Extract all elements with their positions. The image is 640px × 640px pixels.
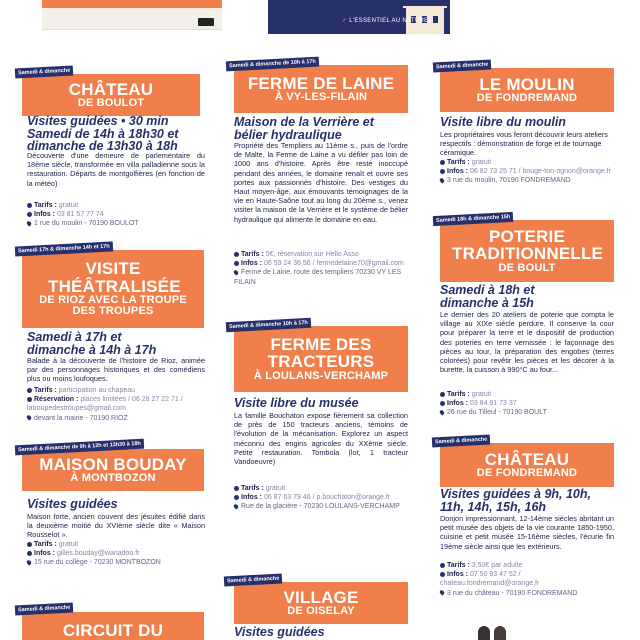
- card-title-box: [440, 443, 614, 487]
- card-title-sub: À VY-LES-FILAIN: [274, 91, 368, 104]
- card-subtitle: Visites guidées à 9h, 10h, 11h, 14h, 15h, 16h: [440, 487, 591, 514]
- card-title-box: [234, 582, 408, 624]
- pin-icon: [26, 415, 32, 421]
- card-description: Balade à la découverte de l'histoire de Rioz, animée par des personnages historiques et des comédiens plus ou moins loufoques.: [27, 356, 205, 384]
- card-description: La famille Bouchaton expose fièrement sa collection de près de 150 tracteurs anciens, témoins de l'évolution de la mécanisation. Explorez un aspect méconnu des engins agricoles du XXème siècle. Petite restauration. Tombola (lot, 1 tracteur Vandoeuvre): [234, 411, 408, 467]
- card-subtitle: Visite libre du musée: [234, 396, 359, 410]
- pin-icon: [26, 559, 32, 565]
- card-badge: Samedi & dimanche: [224, 573, 283, 586]
- card-description: Maison forte, ancien couvent des jésuites édifié dans la deuxième moitié du XVIème siècle dite « Maison Rousselot ».: [27, 512, 205, 540]
- banner-stripe: [42, 0, 222, 8]
- card-subtitle: Visites guidées • 30 min Samedi de 14h à 18h30 et dimanche de 13h30 à 18h: [27, 114, 179, 153]
- card-title: MAISON BOUDAY: [39, 454, 187, 474]
- card-title-box: [234, 326, 408, 392]
- card-title-box: [22, 74, 200, 116]
- card-title: FERME DE LAINE: [247, 73, 395, 93]
- photo-people-fragment: [470, 624, 530, 640]
- card-title: VILLAGE: [283, 587, 359, 607]
- card-title-sub: DE FONDREMAND: [476, 467, 578, 480]
- card-subtitle: Samedi à 17h et dimanche à 14h à 17h: [27, 330, 157, 357]
- banner-tagline: ✔ L'ESSENTIEL AU NATUREL: [342, 18, 433, 24]
- card-info: Tarifs : gratuit Infos : 06 82 73 25 71 / bouge-ton-ognon@orange.fr 3 rue du moulin, 70190 FONDREMAND: [440, 158, 616, 186]
- card-badge: Samedi & dimanche de 9h à 12h et 13h30 à 18h: [15, 439, 144, 456]
- pin-icon: [26, 220, 32, 226]
- pin-icon: [439, 590, 445, 596]
- card-title: CIRCUIT DU: [62, 621, 164, 640]
- card-subtitle: Samedi à 18h et dimanche à 15h: [440, 283, 535, 310]
- pin-icon: [439, 409, 445, 415]
- card-info: Tarifs : 3,50€ par adulte Infos : 07 50 93 47 52 / chateau.fondremand@orange.fr 3 rue du château - 70190 FONDREMAND: [440, 562, 578, 597]
- card-title-sub: DE FONDREMAND: [476, 92, 578, 105]
- card-badge: Samedi & dimanche: [15, 65, 74, 78]
- pin-icon: [233, 269, 239, 275]
- card-title: CHÂTEAU: [68, 79, 154, 99]
- card-description: Propriété des Templiers au 11ème s., puis de l'ordre de Malte, la Ferme de Laine a vu défiler pas loin de 1000 ans d'histoire. Après être resté inoccupé pendant des années, le domaine renaît et ouvre ses portes aux passionnés d'histoire. Des vestiges du Haut moyen-âge, aux émouvants témoignages de la vie en Haute-Saône tout au long du 20ème s., venez visiter la maison de la Verrière et le système de bélier hydraulique qui alimente le domaine en eau.: [234, 141, 408, 224]
- card-title-box: [22, 250, 204, 328]
- card-title: CHÂTEAU: [484, 449, 570, 469]
- card-title-box: [22, 449, 204, 491]
- card-title-sub: DE OISELAY: [287, 605, 355, 618]
- card-title-sub: DE BOULOT: [77, 97, 145, 110]
- card-info: Tarifs : gratuit Infos : gilles.bouday@wanadoo.fr 15 rue du collège - 70230 MONTBOZON: [27, 540, 207, 568]
- card-info: Tarifs : gratuit Infos : 03 84 91 73 37 26 rue du Tilleul - 70190 BOULT: [440, 390, 616, 418]
- card-title-sub: DE BOULT: [498, 261, 556, 274]
- card-title: FERME DES TRACTEURS: [267, 335, 375, 372]
- card-title-box: [440, 68, 614, 112]
- card-description: Donjon impressionnant, 12-14ème siècles abritant un petit musée des objets de la vie courante 1850-1950, cuisine et petit musée 15-16ème siècles, l'écurie fin 19ème siècle ainsi que les extérieurs.: [440, 514, 614, 551]
- card-badge: Samedi & dimanche de 10h à 17h: [226, 57, 319, 72]
- card-subtitle: Visite libre du moulin: [440, 115, 566, 129]
- card-info: Tarifs : 5€, réservation sur Hello Asso Infos : 06 59 24 36 56 / fermedelaine70@gmail.com Ferme de Laine, route des templiers 70230 VY LES FILAIN: [234, 251, 404, 286]
- card-title-box: [440, 220, 614, 282]
- card-title-sub: DE RIOZ AVEC LA TROUPE DES TROUPES: [39, 294, 187, 318]
- card-badge: Samedi & dimanche: [433, 59, 492, 72]
- card-info: Tarifs : gratuit Infos : 03 81 57 77 74 1 rue du moulin - 70190 BOULOT: [27, 201, 207, 229]
- card-title-box: [234, 65, 408, 113]
- pin-icon: [439, 177, 445, 183]
- card-title-sub: À MONTBOZON: [70, 472, 156, 485]
- card-info: Tarifs : gratuit Infos : 06 87 63 79 46 / p.bouchaton@orange.fr Rue de la glacière - 70230 LOULANS-VERCHAMP: [234, 484, 410, 512]
- card-description: Les propriétaires vous feront découvrir leurs ateliers respectifs : démonstration de forge et de tournage céramique.: [440, 130, 608, 158]
- card-subtitle: Maison de la Verrière et bélier hydraulique: [234, 115, 374, 142]
- card-badge: Samedi 18h & dimanche 15h: [433, 212, 514, 226]
- card-description: Le dernier des 20 ateliers de poterie que compta le village au XIXe siècle perdure. Il conserve la cour pour préparer la terre et le dispositif de production des poteries en terre vernissée : le façonnage des pièces au tour, la préparation des engobes (terres colorées) pour revêtir les pièces et les décorer à la burette, la cuisson à 990°C au four...: [440, 310, 614, 375]
- card-title: POTERIE TRADITIONNELLE: [452, 227, 604, 264]
- card-badge: Samedi & dimanche: [432, 434, 491, 447]
- card-info: Tarifs : participation au chapeau Réservation : places limitées / 06 28 27 22 71 / latroupedestroupes@gmail.com devant la mairie - 70190 RIOZ: [27, 387, 183, 422]
- banner-logo: [198, 18, 214, 26]
- card-subtitle: Visites guidées: [234, 625, 325, 639]
- card-badge: Samedi 17h & dimanche 14h et 17h: [15, 241, 113, 256]
- card-description: Découverte d'une demeure de parlementaire du 18ème siècle, transformée en villa palladienne sous la restauration. Départs de montgolfières (en fonction de la météo): [27, 151, 205, 188]
- pin-icon: [233, 503, 239, 509]
- card-title-box: [22, 612, 204, 640]
- card-badge: Samedi & dimanche: [15, 602, 74, 615]
- card-subtitle: Visites guidées: [27, 497, 118, 511]
- top-banner-right: [268, 0, 450, 34]
- top-banner-left: [42, 0, 222, 30]
- card-title: VISITE THÉÂTRALISÉE: [48, 259, 181, 296]
- card-badge: Samedi & dimanche 10h à 17h: [226, 318, 311, 332]
- card-title-sub: À LOULANS-VERCHAMP: [253, 369, 389, 382]
- card-title: LE MOULIN: [479, 74, 575, 94]
